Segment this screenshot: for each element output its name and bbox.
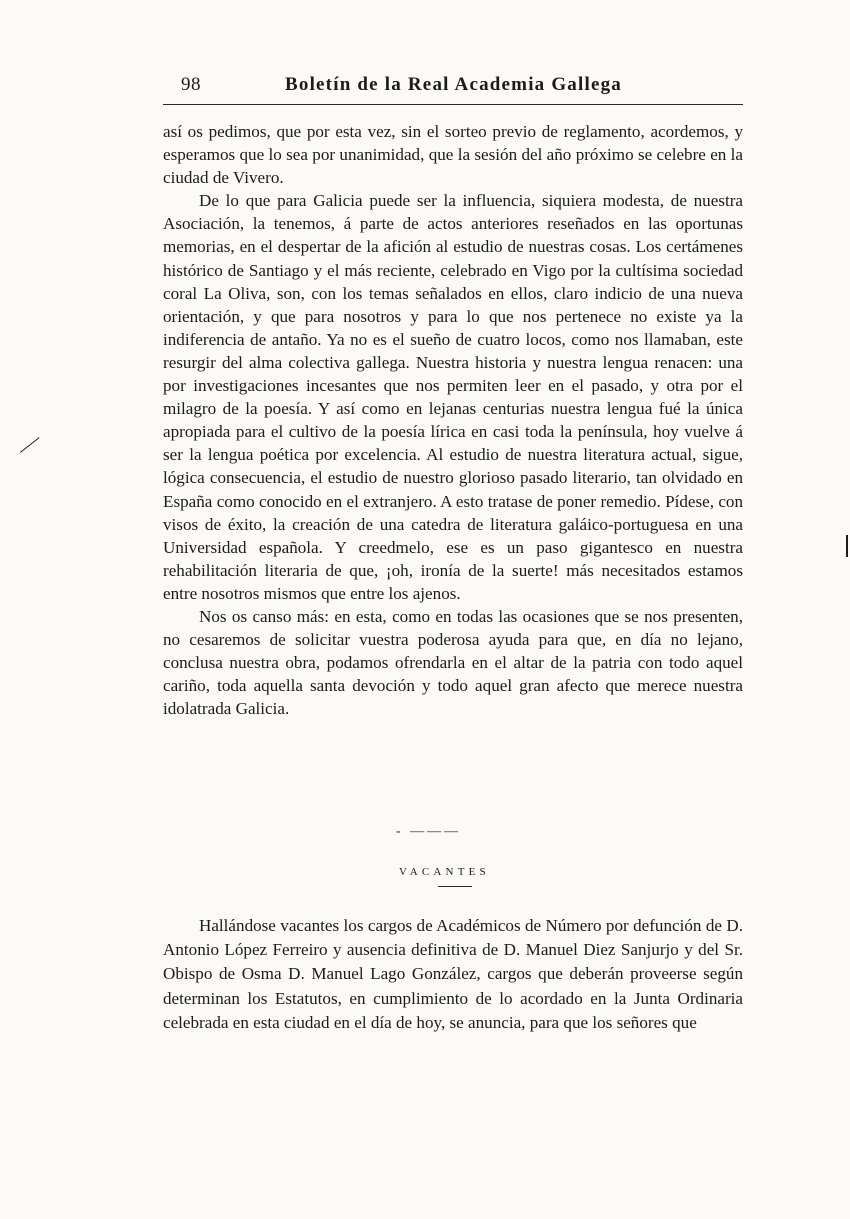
paragraph-vacantes: Hallándose vacantes los cargos de Académicos de Número por defunción de D. Antonio López Ferreiro y ausencia definitiva de D. Manuel Diez Sanjurjo y del Sr. Obispo de Osma D. Manuel Lago González, cargos que deberán proveerse según determinan los Estatutos, en cumplimiento de lo acordado en la Junta Ordinaria celebrada en esta ciudad en el día de hoy, se anuncia, para que los señores que: [163, 916, 743, 1032]
vacantes-text: [163, 914, 743, 1035]
page-number: 98: [181, 74, 201, 95]
section-separator: - ———: [396, 824, 462, 839]
running-title: Boletín de la Real Academia Gallega: [285, 74, 623, 95]
page-header: [163, 74, 743, 100]
section-title-rule: [438, 886, 472, 887]
margin-edge-mark: [846, 535, 848, 557]
margin-stroke-mark: [20, 437, 40, 453]
paragraph-closing: así os pedimos, que por esta vez, sin el sorteo previo de reglamento, acordemos, y esperamos que lo sea por unanimidad, que la sesión del año próximo se celebre en la ciudad de Vivero.: [163, 122, 743, 188]
paragraph-farewell: Nos os canso más: en esta, como en todas las ocasiones que se nos presenten, no cesaremos de solicitar vuestra poderosa ayuda para que, en día no lejano, conclusa nuestra obra, podamos ofrendarla en el altar de la patria con todo aquel cariño, toda aquella santa devoción y todo aquel gran afecto que merece nuestra idolatrada Galicia.: [163, 606, 743, 719]
section-title: VACANTES: [399, 866, 490, 878]
header-rule: [163, 104, 743, 105]
paragraph-influence: De lo que para Galicia puede ser la influencia, siquiera modesta, de nuestra Asociación, la tenemos, á parte de actos anteriores reseñados en las oportunas memorias, en el despertar de la afición al estudio de nuestras cosas. Los certámenes histórico de Santiago y el más reciente, celebrado en Vigo por la cultísima sociedad coral La Oliva, son, con los temas señalados en ellos, claro indicio de una nueva orientación, y que para nosotros y para lo que nos pertenece no existe ya la indiferencia de antaño. Ya no es el sueño de cuatro locos, como nos llamaban, este resurgir del alma colectiva gallega. Nuestra historia y nuestra lengua renacen: una por investigaciones incesantes que nos permiten leer en el pasado, y otra por el milagro de la poesía. Y así como en lejanas centurias nuestra lengua fué la única apropiada para el cultivo de la poesía lírica en casi toda la península, hoy vuelve á ser la lengua poética por excelencia. Al estudio de nuestra literatura actual, sigue, lógica consecuencia, el estudio de nuestro glorioso pasado literario, tan olvidado en España como conocido en el extranjero. A esto tratase de poner remedio. Pídese, con visos de éxito, la creación de una catedra de literatura galáico-portuguesa en una Universidad española. Y creedmelo, ese es un paso gigantesco en nuestra rehabilitación literaria de que, ¡oh, ironía de la suerte! más necesitados estamos entre nosotros mismos que entre los ajenos.: [163, 191, 743, 603]
main-text: [163, 120, 743, 720]
